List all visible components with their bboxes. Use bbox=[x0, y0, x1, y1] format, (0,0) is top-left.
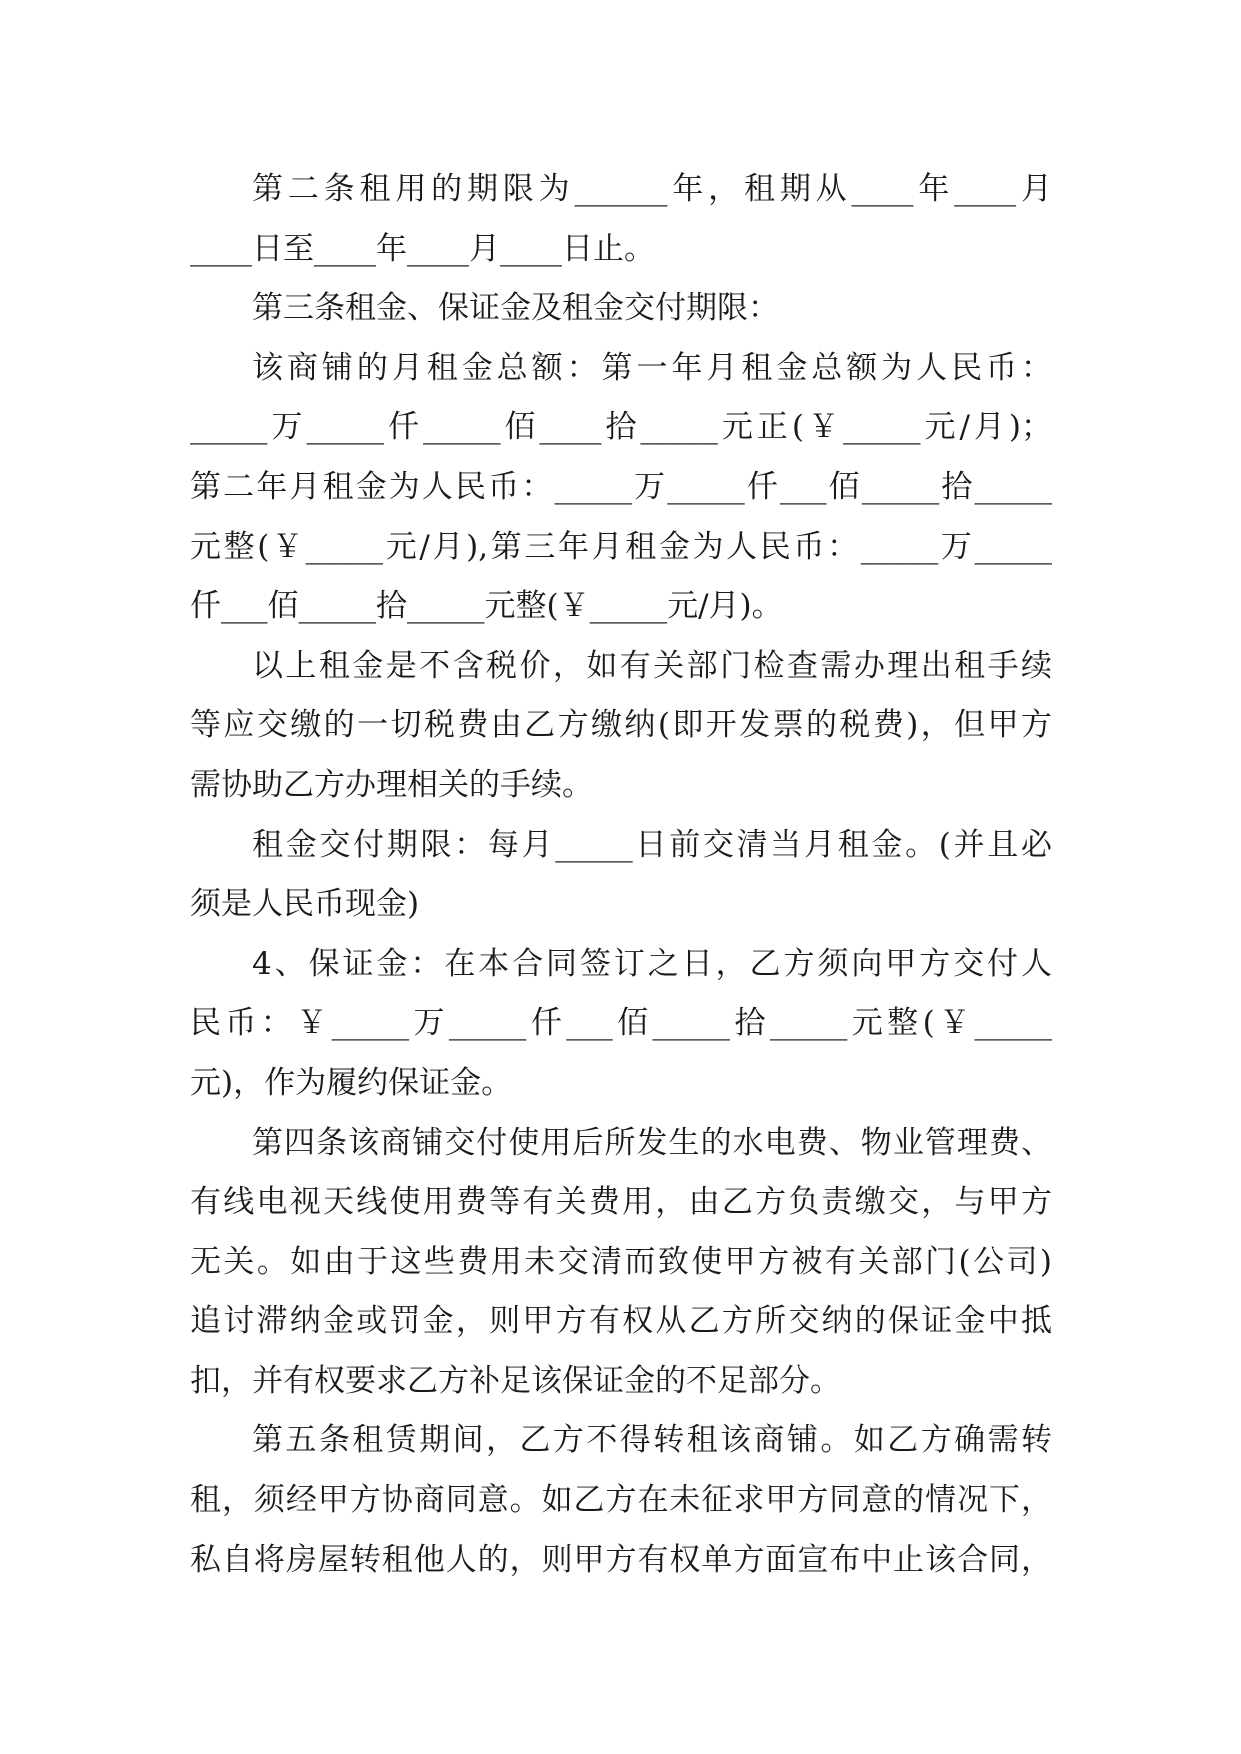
text-line: _____万_____仟_____佰____拾_____元正(￥_____元/月)； bbox=[190, 409, 1052, 446]
text-line: 第三条租金、保证金及租金交付期限： bbox=[252, 290, 779, 327]
text-line: 无关。如由于这些费用未交清而致使甲方被有关部门(公司) bbox=[190, 1243, 1052, 1280]
text-line: 4、保证金：在本合同签订之日，乙方须向甲方交付人 bbox=[252, 945, 1052, 982]
text-line: 须是人民币现金) bbox=[190, 886, 420, 923]
text-line: 元)，作为履约保证金。 bbox=[190, 1064, 513, 1101]
text-line: 民币：￥_____万_____仟___佰_____拾_____元整(￥_____ bbox=[190, 1005, 1052, 1042]
text-line: 该商铺的月租金总额：第一年月租金总额为人民币： bbox=[252, 349, 1052, 386]
text-line: 仟___佰_____拾_____元整(￥_____元/月)。 bbox=[190, 588, 783, 625]
document-page bbox=[190, 160, 1052, 1590]
text-line: 租，须经甲方协商同意。如乙方在未征求甲方同意的情况下， bbox=[190, 1482, 1052, 1519]
text-line: 第二条租用的期限为______年，租期从____年____月 bbox=[252, 171, 1052, 207]
text-line: 元整(￥_____元/月),第三年月租金为人民币：_____万_____ bbox=[190, 528, 1052, 565]
text-line: 有线电视天线使用费等有关费用，由乙方负责缴交，与甲方 bbox=[190, 1184, 1052, 1221]
text-line: 追讨滞纳金或罚金，则甲方有权从乙方所交纳的保证金中抵 bbox=[190, 1303, 1052, 1340]
text-line: 第五条租赁期间，乙方不得转租该商铺。如乙方确需转 bbox=[252, 1422, 1052, 1459]
text-line: 租金交付期限：每月_____日前交清当月租金。(并且必 bbox=[252, 826, 1052, 863]
text-line: 以上租金是不含税价，如有关部门检查需办理出租手续 bbox=[252, 647, 1052, 684]
text-line: ____日至____年____月____日止。 bbox=[190, 230, 655, 267]
text-line: 等应交缴的一切税费由乙方缴纳(即开发票的税费)，但甲方 bbox=[190, 707, 1052, 744]
text-line: 扣，并有权要求乙方补足该保证金的不足部分。 bbox=[190, 1362, 841, 1399]
text-line: 第四条该商铺交付使用后所发生的水电费、物业管理费、 bbox=[252, 1124, 1052, 1161]
text-line: 第二年月租金为人民币：_____万_____仟___佰_____拾_____ bbox=[190, 468, 1052, 505]
text-line: 需协助乙方办理相关的手续。 bbox=[190, 766, 593, 803]
text-line: 私自将房屋转租他人的，则甲方有权单方面宣布中止该合同， bbox=[190, 1541, 1052, 1578]
